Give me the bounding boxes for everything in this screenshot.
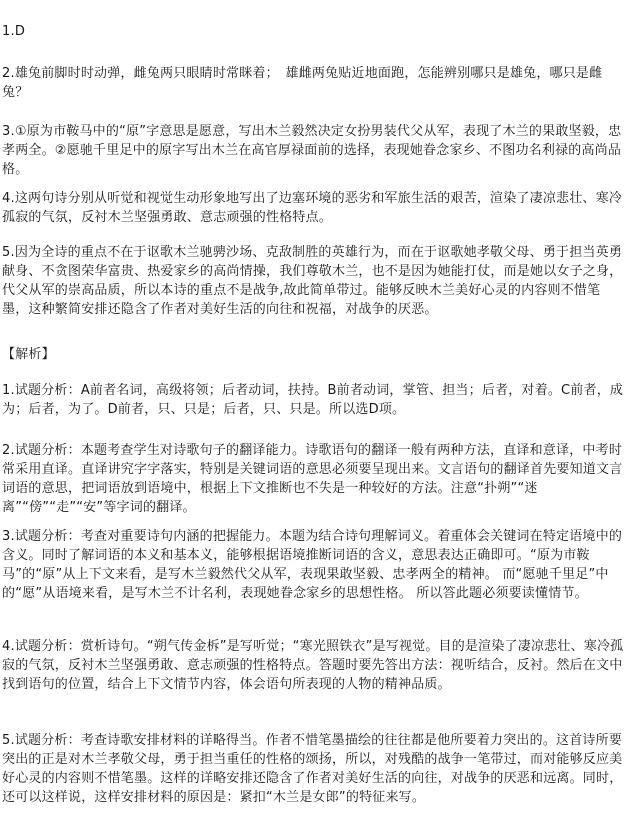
answer-number: 5. — [2, 245, 15, 260]
analysis-5 — [2, 731, 626, 807]
answer-5 — [2, 243, 626, 319]
analysis-number: 5. — [2, 733, 15, 748]
analysis-heading: 【解析】 — [2, 347, 55, 362]
analysis-number: 4. — [2, 639, 15, 654]
analysis-number: 2. — [2, 443, 15, 458]
answer-number: 4. — [2, 191, 15, 206]
analysis-text: 试题分析：赏析诗句。“朔气传金柝”是写听觉；“寒光照铁衣”是写视觉。目的是渲染了凄凉悲壮、寒冷孤寂的气氛，反衬木兰坚强勇敢、意志顽强的性格特点。答题时要先答出方法：视听结合，反衬。然后在文中找到语句的位置，结合上下文情节内容，体会语句所表现的人物的精神品质。 — [2, 639, 624, 692]
answer-number: 3. — [2, 124, 15, 139]
answer-2 — [2, 64, 626, 102]
answer-number: 1. — [2, 24, 15, 39]
answer-number: 2. — [2, 66, 15, 81]
analysis-3 — [2, 527, 626, 603]
answer-4 — [2, 189, 626, 227]
answer-text: ①原为市鞍马中的“原”字意思是愿意，写出木兰毅然决定女扮男装代父从军，表现了木兰的果敢坚毅，忠孝两全。②愿驰千里足中的原字写出木兰在高官厚禄面前的选择，表现她眷念家乡、不图功名利禄的高尚品格。 — [2, 124, 622, 177]
analysis-number: 3. — [2, 529, 15, 544]
answer-text: 雄兔前脚时时动弹，雌兔两只眼睛时常眯着； 雄雌两兔贴近地面跑，怎能辨别哪只是雄兔，哪只是雌兔？ — [2, 66, 603, 100]
analysis-text: 试题分析：本题考查学生对诗歌句子的翻译能力。诗歌语句的翻译一般有两种方法，直译和意译，中考时常采用直译。直译讲究字字落实，特别是关键词语的意思必须要呈现出来。文言语句的翻译首先要知道文言词语的意思，把词语放到语境中，根据上下文推断也不失是一种较好的方法。注意“扑朔”“迷离”“傍”“走”“安”等字词的翻译。 — [2, 443, 623, 515]
answer-1 — [2, 22, 626, 41]
analysis-number: 1. — [2, 383, 15, 398]
analysis-text: 试题分析：考查对重要诗句内涵的把握能力。本题为结合诗句理解词义。着重体会关键词在特定语境中的含义。同时了解词语的本义和基本义，能够根据语境推断词语的含义，意思表达正确即可。“原为市鞍马”的“原”从上下文来看，是写木兰毅然代父从军，表现果敢坚毅、忠孝两全的精神。 而“愿驰千里足”中的“愿”从语境来看，是写木兰不计名利，表现她眷念家乡的思想性格。 所以答此题必须要读懂情节。 — [2, 529, 623, 601]
analysis-text: 试题分析：A前者名词，高级将领；后者动词，扶持。B前者动词，掌管、担当；后者，对着。C前者，成为；后者，为了。D前者，只、只是；后者，只、只是。所以选D项。 — [2, 383, 624, 417]
analysis-text: 试题分析：考查诗歌安排材料的详略得当。作者不惜笔墨描绘的往往都是他所要着力突出的。这首诗所要突出的正是对木兰孝敬父母，勇于担当重任的性格的颂扬，所以，对残酷的战争一笔带过，而对能够反应美好心灵的内容则不惜笔墨。这样的详略安排还隐含了作者对美好生活的向往，对战争的厌恶和远离。同时，还可以这样说，这样安排材料的原因是：紧扣“木兰是女郎”的特征来写。 — [2, 733, 623, 805]
analysis-1 — [2, 381, 626, 419]
answer-3 — [2, 122, 626, 179]
answer-text: D — [14, 24, 26, 39]
analysis-4 — [2, 637, 626, 694]
answer-text: 这两句诗分别从听觉和视觉生动形象地写出了边塞环境的恶劣和军旅生活的艰苦，渲染了凄凉悲壮、寒冷孤寂的气氛，反衬木兰坚强勇敢、意志顽强的性格特点。 — [2, 191, 623, 225]
analysis-2 — [2, 441, 626, 517]
answer-text: 因为全诗的重点不在于讴歌木兰驰骋沙场、克敌制胜的英雄行为，而在于讴歌她孝敬父母、勇于担当英勇献身、不贪图荣华富贵、热爱家乡的高尚情操，我们尊敬木兰，也不是因为她能打仗，而是她以女子之身，代父从军的崇高品质，所以本诗的重点不是战争,故此简单带过。能够反映木兰美好心灵的内容则不惜笔墨，这种繁简安排还隐含了作者对美好生活的向往和祝福，对战争的厌恶。 — [2, 245, 623, 317]
